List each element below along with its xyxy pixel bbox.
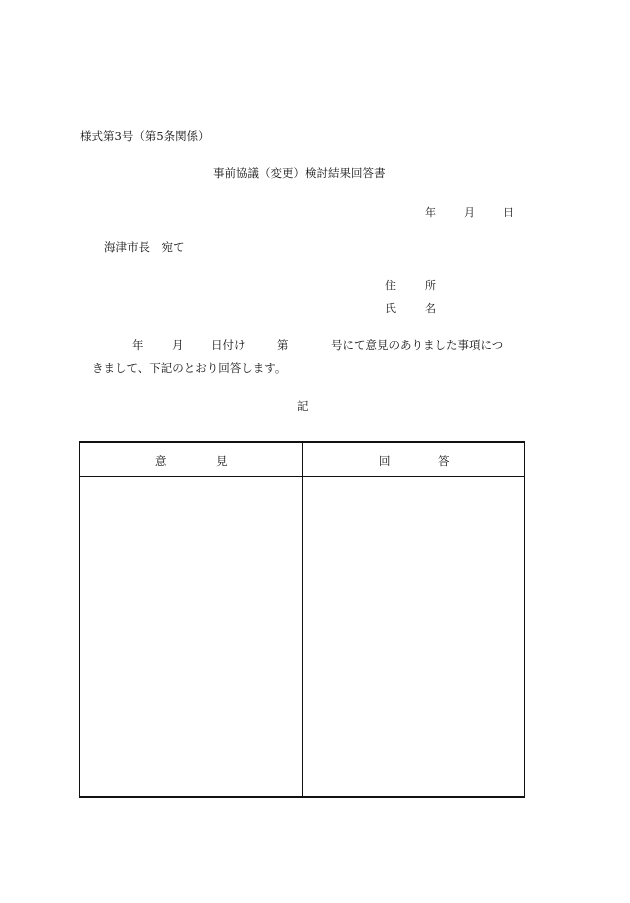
- document-title: 事前協議（変更）検討結果回答書: [213, 166, 386, 180]
- date-month: 月: [464, 206, 475, 219]
- body-dated: 日付け: [211, 338, 246, 352]
- opinion-answer-table: [79, 441, 525, 798]
- col2-header-2: 答: [438, 454, 450, 468]
- name-label-2: 名: [425, 302, 436, 315]
- date-day: 日: [503, 206, 514, 219]
- body-number-prefix: 第: [277, 338, 289, 352]
- addressee: 海津市長 宛て: [104, 240, 185, 254]
- body-month: 月: [172, 338, 184, 352]
- col1-header-2: 見: [216, 454, 228, 468]
- col2-header-1: 回: [379, 454, 391, 468]
- ki-heading: 記: [297, 399, 309, 413]
- opinion-cell[interactable]: [80, 477, 302, 796]
- col1-header-1: 意: [155, 454, 167, 468]
- body-line2: きまして、下記のとおり回答します。: [92, 361, 287, 375]
- address-label-2: 所: [425, 279, 436, 292]
- form-number: 様式第3号（第5条関係）: [80, 129, 210, 143]
- answer-cell[interactable]: [303, 477, 524, 796]
- date-year: 年: [425, 206, 436, 219]
- address-label-1: 住: [385, 279, 396, 292]
- body-year: 年: [132, 338, 144, 352]
- name-label-1: 氏: [385, 302, 396, 315]
- body-line1-rest: 号にて意見のありました事項につ: [331, 338, 504, 352]
